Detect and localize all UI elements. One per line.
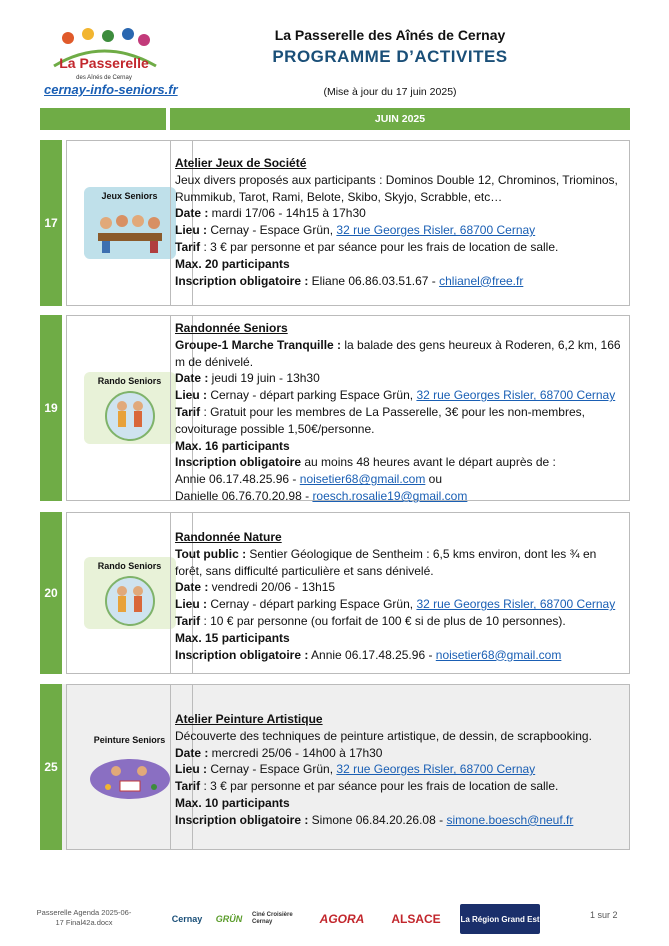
- address-link[interactable]: 32 rue Georges Risler, 68700 Cernay: [336, 223, 536, 238]
- sponsor-cine-logo: Ciné Croisière Cernay: [252, 912, 293, 925]
- inscription-value: Annie 06.17.48.25.96 -: [308, 647, 436, 662]
- tarif-value: : 3 € par personne et par séance pour les frais de location de salle.: [200, 239, 559, 254]
- activity-row: [40, 684, 630, 850]
- rando-seniors-image: [84, 372, 176, 444]
- date-label: Date :: [175, 206, 209, 221]
- lieu-label: Lieu :: [175, 597, 207, 612]
- email-link[interactable]: chlianel@free.fr: [439, 273, 524, 288]
- activity-content: [170, 315, 630, 501]
- address-link[interactable]: 32 rue Georges Risler, 68700 Cernay: [416, 597, 616, 612]
- activity-content: [170, 684, 630, 850]
- logo-text: La Passerelle: [59, 55, 149, 71]
- sponsor-grun-logo: GRÜN: [215, 914, 243, 924]
- day-number: 17: [40, 140, 62, 306]
- inscription-label: Inscription obligatoire :: [175, 647, 309, 662]
- group-label: Groupe-1 Marche Tranquille :: [175, 337, 342, 352]
- tarif-label: Tarif: [175, 613, 201, 628]
- contact-text: Annie 06.17.48.25.96 -: [175, 472, 300, 487]
- activity-row: [40, 315, 630, 501]
- email-link[interactable]: noisetier68@gmail.com: [299, 472, 426, 487]
- month-header: JUIN 2025: [170, 108, 630, 130]
- rando-seniors-image: [84, 557, 176, 629]
- lieu-label: Lieu :: [175, 223, 207, 238]
- logo-subtext: des Aînés de Cernay: [76, 75, 132, 81]
- lieu-value: Cernay - départ parking Espace Grün,: [207, 597, 417, 612]
- page-title: PROGRAMME D’ACTIVITES: [272, 47, 508, 66]
- activity-title: Atelier Peinture Artistique: [175, 712, 323, 726]
- sponsor-cernay-logo: Cernay: [171, 914, 203, 924]
- contact-text: Danielle 06.76.70.20.98 -: [175, 488, 313, 503]
- inscription-value: Simone 06.84.20.26.08 -: [308, 812, 447, 827]
- page-number: 1 sur 2: [590, 910, 618, 920]
- address-link[interactable]: 32 rue Georges Risler, 68700 Cernay: [416, 388, 616, 403]
- jeux-seniors-image: [84, 187, 176, 259]
- thumb-label: Jeux Seniors: [101, 191, 158, 201]
- inscription-label: Inscription obligatoire: [175, 455, 302, 470]
- tarif-label: Tarif: [175, 779, 201, 794]
- thumb-label: Rando Seniors: [97, 376, 162, 386]
- date-value: mercredi 25/06 - 14h00 à 17h30: [208, 745, 383, 760]
- header-bar-left: [40, 108, 166, 130]
- date-value: mardi 17/06 - 14h15 à 17h30: [208, 206, 366, 221]
- public-label: Tout public :: [175, 546, 247, 561]
- footer-filename: Passerelle Agenda 2025-06-17 Final42a.docx: [36, 908, 132, 927]
- date-label: Date :: [175, 580, 209, 595]
- tarif-value: : 10 € par personne (ou forfait de 100 € si de plus de 10 personnes).: [200, 613, 566, 628]
- site-link[interactable]: cernay-info-seniors.fr: [44, 82, 178, 97]
- activity-row: [40, 140, 630, 306]
- lieu-value: Cernay - Espace Grün,: [207, 223, 337, 238]
- activity-content: [170, 140, 630, 306]
- inscription-value: Eliane 06.86.03.51.67 -: [308, 273, 440, 288]
- lieu-value: Cernay - départ parking Espace Grün,: [207, 388, 417, 403]
- lieu-label: Lieu :: [175, 762, 207, 777]
- email-link[interactable]: roesch.rosalie19@gmail.com: [312, 488, 468, 503]
- thumb-label: Peinture Seniors: [93, 735, 166, 745]
- update-date: (Mise à jour du 17 juin 2025): [323, 86, 457, 98]
- lieu-label: Lieu :: [175, 388, 207, 403]
- day-number: 25: [40, 684, 62, 850]
- activity-title: Randonnée Nature: [175, 530, 282, 544]
- inscription-label: Inscription obligatoire :: [175, 812, 309, 827]
- address-link[interactable]: 32 rue Georges Risler, 68700 Cernay: [336, 762, 536, 777]
- email-link[interactable]: noisetier68@gmail.com: [435, 647, 562, 662]
- max-participants: Max. 10 participants: [175, 795, 290, 810]
- public-value: Sentier Géologique de Sentheim : 6,5 kms environ, dont les ¾ en forêt, sans difficulté particulière et sans dénivelé.: [175, 546, 597, 578]
- day-number: 19: [40, 315, 62, 501]
- activity-desc: Découverte des techniques de peinture artistique, de dessin, de scrapbooking.: [175, 728, 592, 743]
- date-label: Date :: [175, 371, 209, 386]
- inscription-value: au moins 48 heures avant le départ auprès de :: [301, 455, 556, 470]
- lieu-value: Cernay - Espace Grün,: [207, 762, 337, 777]
- activity-desc-line: Rummikub, Tarot, Rami, Belote, Skibo, Skyjo, Scrabble, etc…: [175, 189, 503, 204]
- sponsor-alsace-logo: ALSACE: [391, 912, 441, 926]
- activity-desc-line: Jeux divers proposés aux participants : Dominos Double 12, Chrominos, Triominos,: [175, 172, 618, 187]
- date-value: jeudi 19 juin - 13h30: [208, 371, 320, 386]
- sponsor-agora-logo: AGORA: [319, 912, 365, 926]
- inscription-label: Inscription obligatoire :: [175, 273, 309, 288]
- contact-tail: ou: [425, 472, 443, 487]
- max-participants: Max. 20 participants: [175, 256, 290, 271]
- email-link[interactable]: simone.boesch@neuf.fr: [446, 812, 574, 827]
- group-value: la balade des gens heureux à Roderen, 6,2 km, 166 m de dénivelé.: [175, 337, 621, 369]
- activity-title: Atelier Jeux de Société: [175, 156, 307, 170]
- passerelle-logo: [44, 26, 164, 82]
- tarif-label: Tarif: [175, 239, 201, 254]
- day-number: 20: [40, 512, 62, 674]
- date-label: Date :: [175, 745, 209, 760]
- max-participants: Max. 16 participants: [175, 438, 290, 453]
- tarif-value: : 3 € par personne et par séance pour les frais de location de salle.: [200, 779, 559, 794]
- sponsor-grand-est-logo: La Région Grand Est: [460, 904, 540, 934]
- activity-row: [40, 512, 630, 674]
- thumb-label: Rando Seniors: [97, 561, 162, 571]
- activity-title: Randonnée Seniors: [175, 321, 288, 335]
- max-participants: Max. 15 participants: [175, 630, 290, 645]
- date-value: vendredi 20/06 - 13h15: [208, 580, 336, 595]
- org-title: La Passerelle des Aînés de Cernay: [274, 27, 506, 43]
- peinture-seniors-image: [84, 731, 176, 803]
- tarif-label: Tarif: [175, 404, 201, 419]
- tarif-value: : Gratuit pour les membres de La Passerelle, 3€ pour les non-membres, covoiturage possible 1,50€/personne.: [175, 404, 585, 436]
- activity-content: [170, 512, 630, 674]
